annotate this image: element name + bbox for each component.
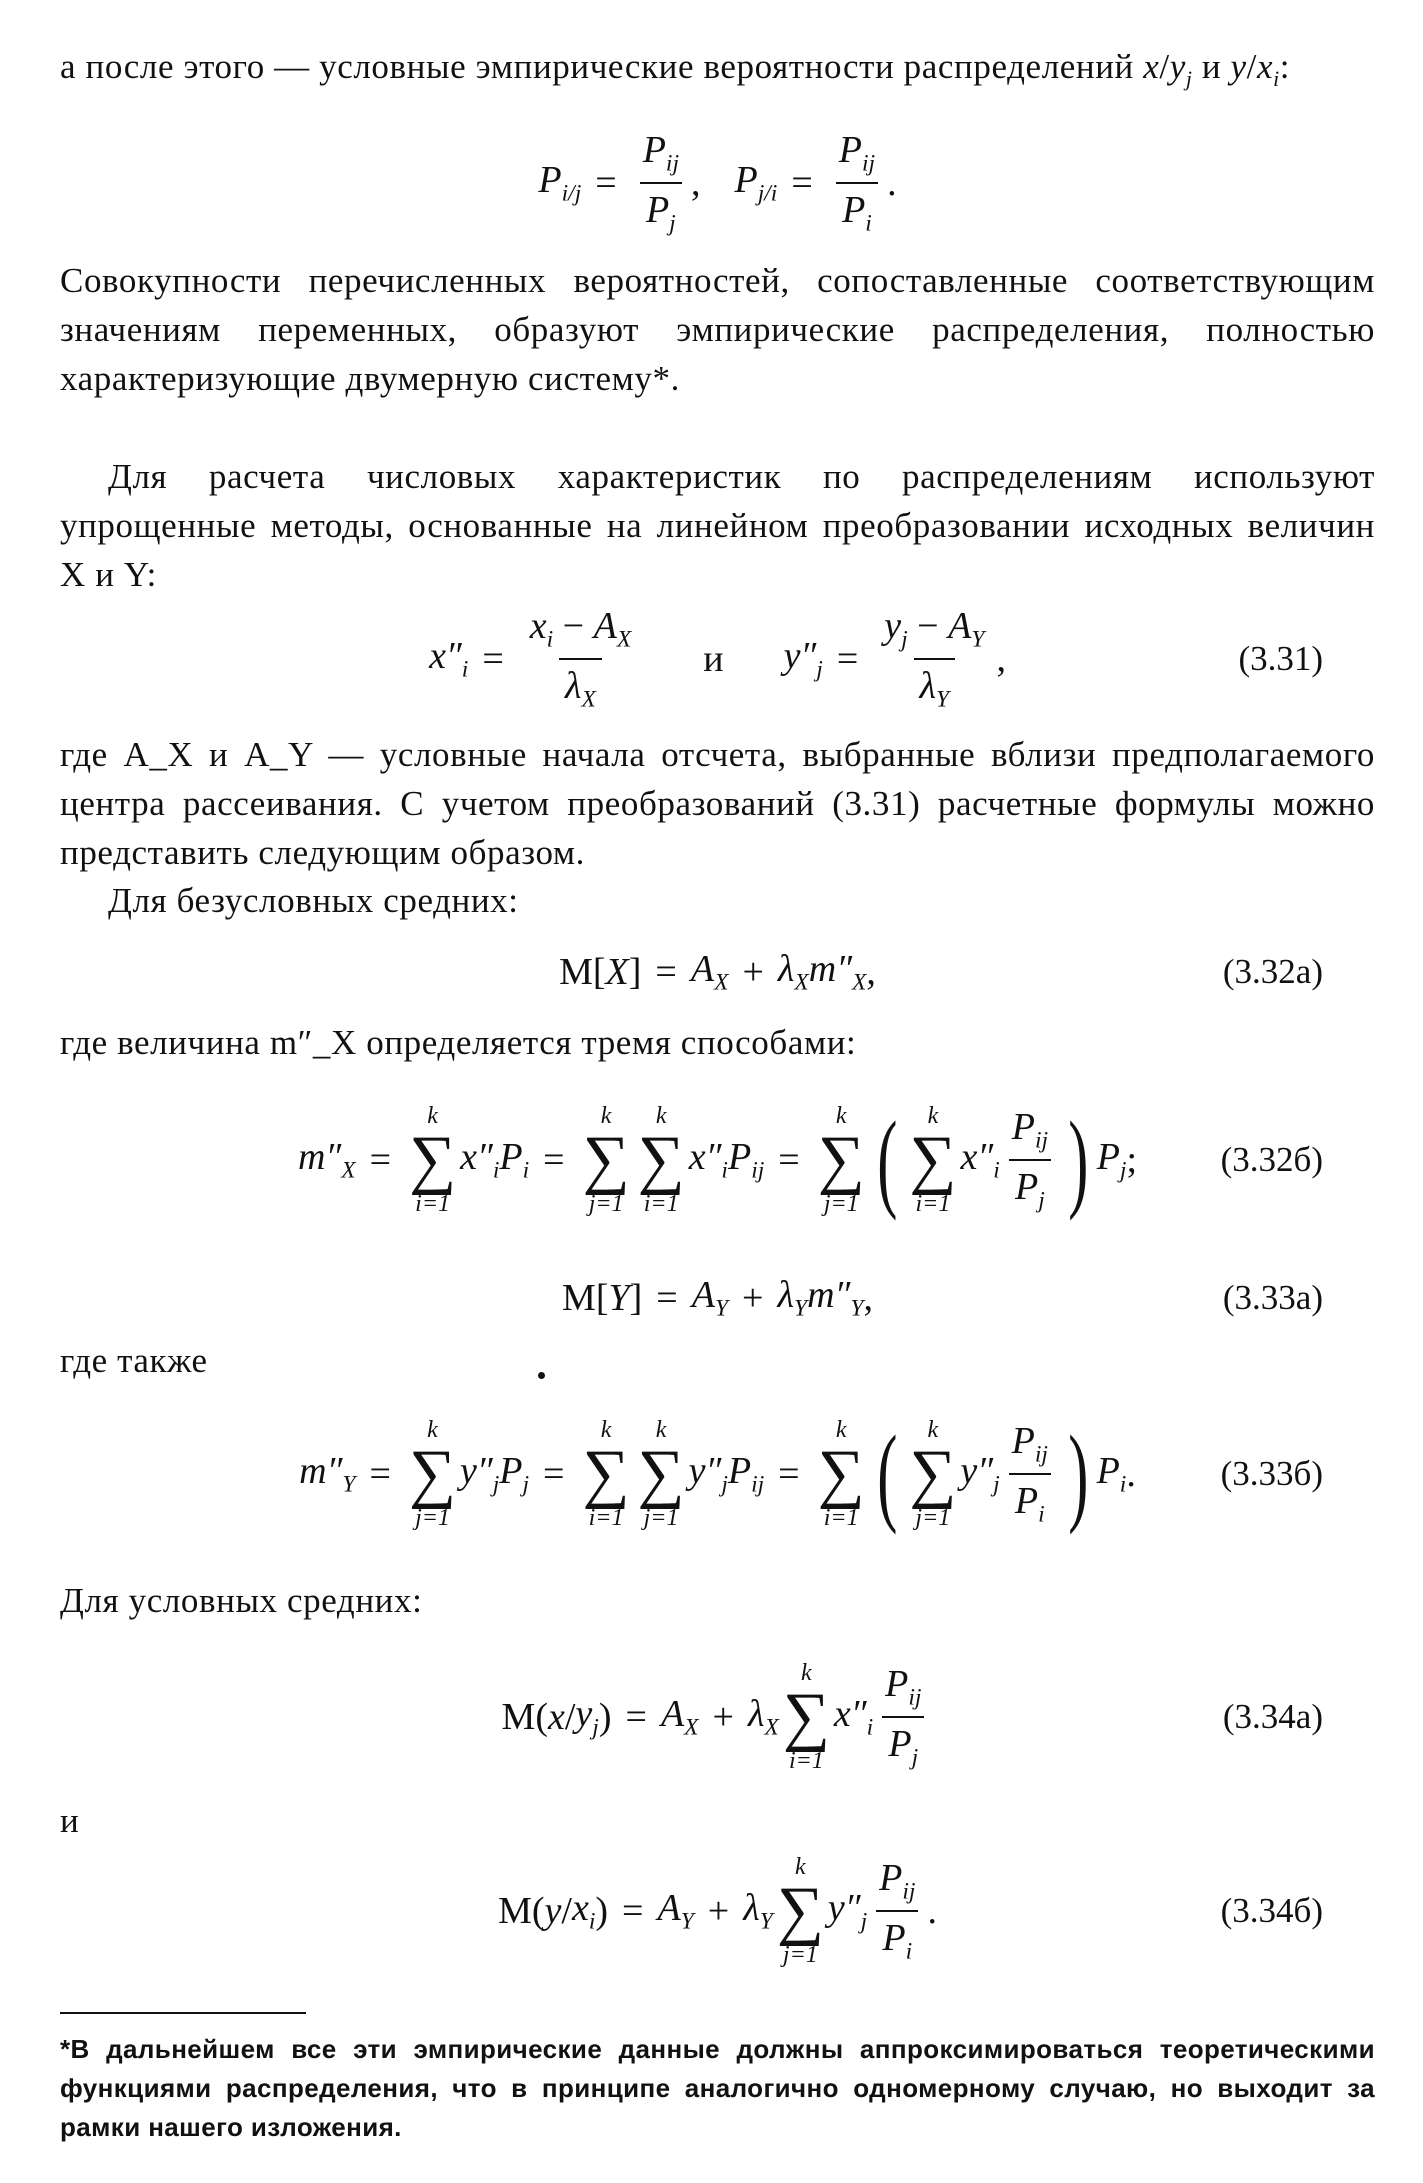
paragraph-method: Для расчета числовых характеристик по распределениям используют упрощенные методы, основанные на линейном преобразовании исходных величин X и Y: xyxy=(60,457,1375,594)
equation-3-34a: M( x / $y_j$ ) = $A_X$ + $\lambda_X$ k ∑ i=1 $x''_i$ $\frac{P_{ij}}{P_j}$ (3.34a) xyxy=(501,1660,1323,1774)
paragraph-and: и xyxy=(60,1801,80,1840)
footnote-rule xyxy=(60,2012,306,2014)
equation-number-3-32b: (3.32б) xyxy=(1220,1140,1323,1179)
equation-3-32a: M[ X ] = $A_X$ + $\lambda_Xm''_X$ , (3.32a) xyxy=(559,948,1323,996)
paragraph-also: где также xyxy=(60,1341,208,1380)
equation-3-33a: M[ Y ] = $A_Y$ + $\lambda_Ym''_Y$ , (3.33a) xyxy=(562,1274,1323,1322)
equation-3-34b: M( y / $x_i$ ) = $A_Y$ + $\lambda_Y$ k ∑ j=1 $y''_j$ $\frac{P_{ij}}{P_i}$ . (3.34б) xyxy=(498,1854,1323,1968)
paragraph-conditional-heading: Для условных средних: xyxy=(60,1581,423,1620)
equation-conditional-probabilities: $P_{i/j}$ = $\frac{P_{ij}}{P_j}$ , $P_{j/i}$ = $\frac{P_{ij}}{P_i}$ . xyxy=(538,129,897,237)
stray-dot xyxy=(538,1372,545,1379)
equation-number-3-34a: (3.34a) xyxy=(1222,1697,1323,1736)
paragraph-aggregate: Совокупности перечисленных вероятностей, сопоставленные соответствующим значениям переменных, образуют эмпирические распределения, полностью характеризующие двумерную систему*. xyxy=(60,261,1375,398)
equation-number-3-33b: (3.33б) xyxy=(1220,1454,1323,1493)
equation-number-3-31: (3.31) xyxy=(1238,639,1323,678)
paragraph-unconditional-heading: Для безусловных средних: xyxy=(108,881,519,920)
equation-3-33b: $m''_Y$ = k ∑ j=1 $y''_jP_j$ = k ∑ i=1 k ∑ j=1 $y''_jP_{ij}$ = k ∑ i=1 ( k ∑ j=1 $y''_j$ $\frac{P_{ij}}{P_i}$ ) $P_i$ . (3.33б) xyxy=(299,1413,1323,1535)
equation-3-31: $x''_i$ = $\frac{x_i - A_X}{\lambda_X}$ и $y''_j$ = $\frac{y_j - A_Y}{\lambda_Y}$ , (3.31) xyxy=(429,605,1323,713)
paragraph-three-methods: где величина m″_X определяется тремя способами: xyxy=(60,1023,857,1062)
equation-number-3-34b: (3.34б) xyxy=(1220,1891,1323,1930)
equation-number-3-33a: (3.33a) xyxy=(1222,1278,1323,1317)
equation-3-32b: $m''_X$ = k ∑ i=1 $x''_iP_i$ = k ∑ j=1 k ∑ i=1 $x''_iP_{ij}$ = k ∑ j=1 ( k ∑ i=1 $x''_i$ $\frac{P_{ij}}{P_j}$ ) $P_j$ ; (3.32б) xyxy=(297,1099,1323,1221)
footnote: *В дальнейшем все эти эмпирические данные должны аппроксимироваться теоретическими функциями распределения, что в принципе аналогично одномерному случаю, но выходит за рамки нашего изложения. xyxy=(60,2034,1375,2142)
paragraph-origins: где A_X и A_Y — условные начала отсчета, выбранные вблизи предполагаемого центра рассеивания. С учетом преобразований (3.31) расчетные формулы можно представить следующим образом. xyxy=(60,735,1375,872)
equation-number-3-32a: (3.32a) xyxy=(1222,952,1323,991)
paragraph-intro: а после этого — условные эмпирические вероятности распределений $x/y_j$ и $y/x_i$: xyxy=(60,47,1291,91)
